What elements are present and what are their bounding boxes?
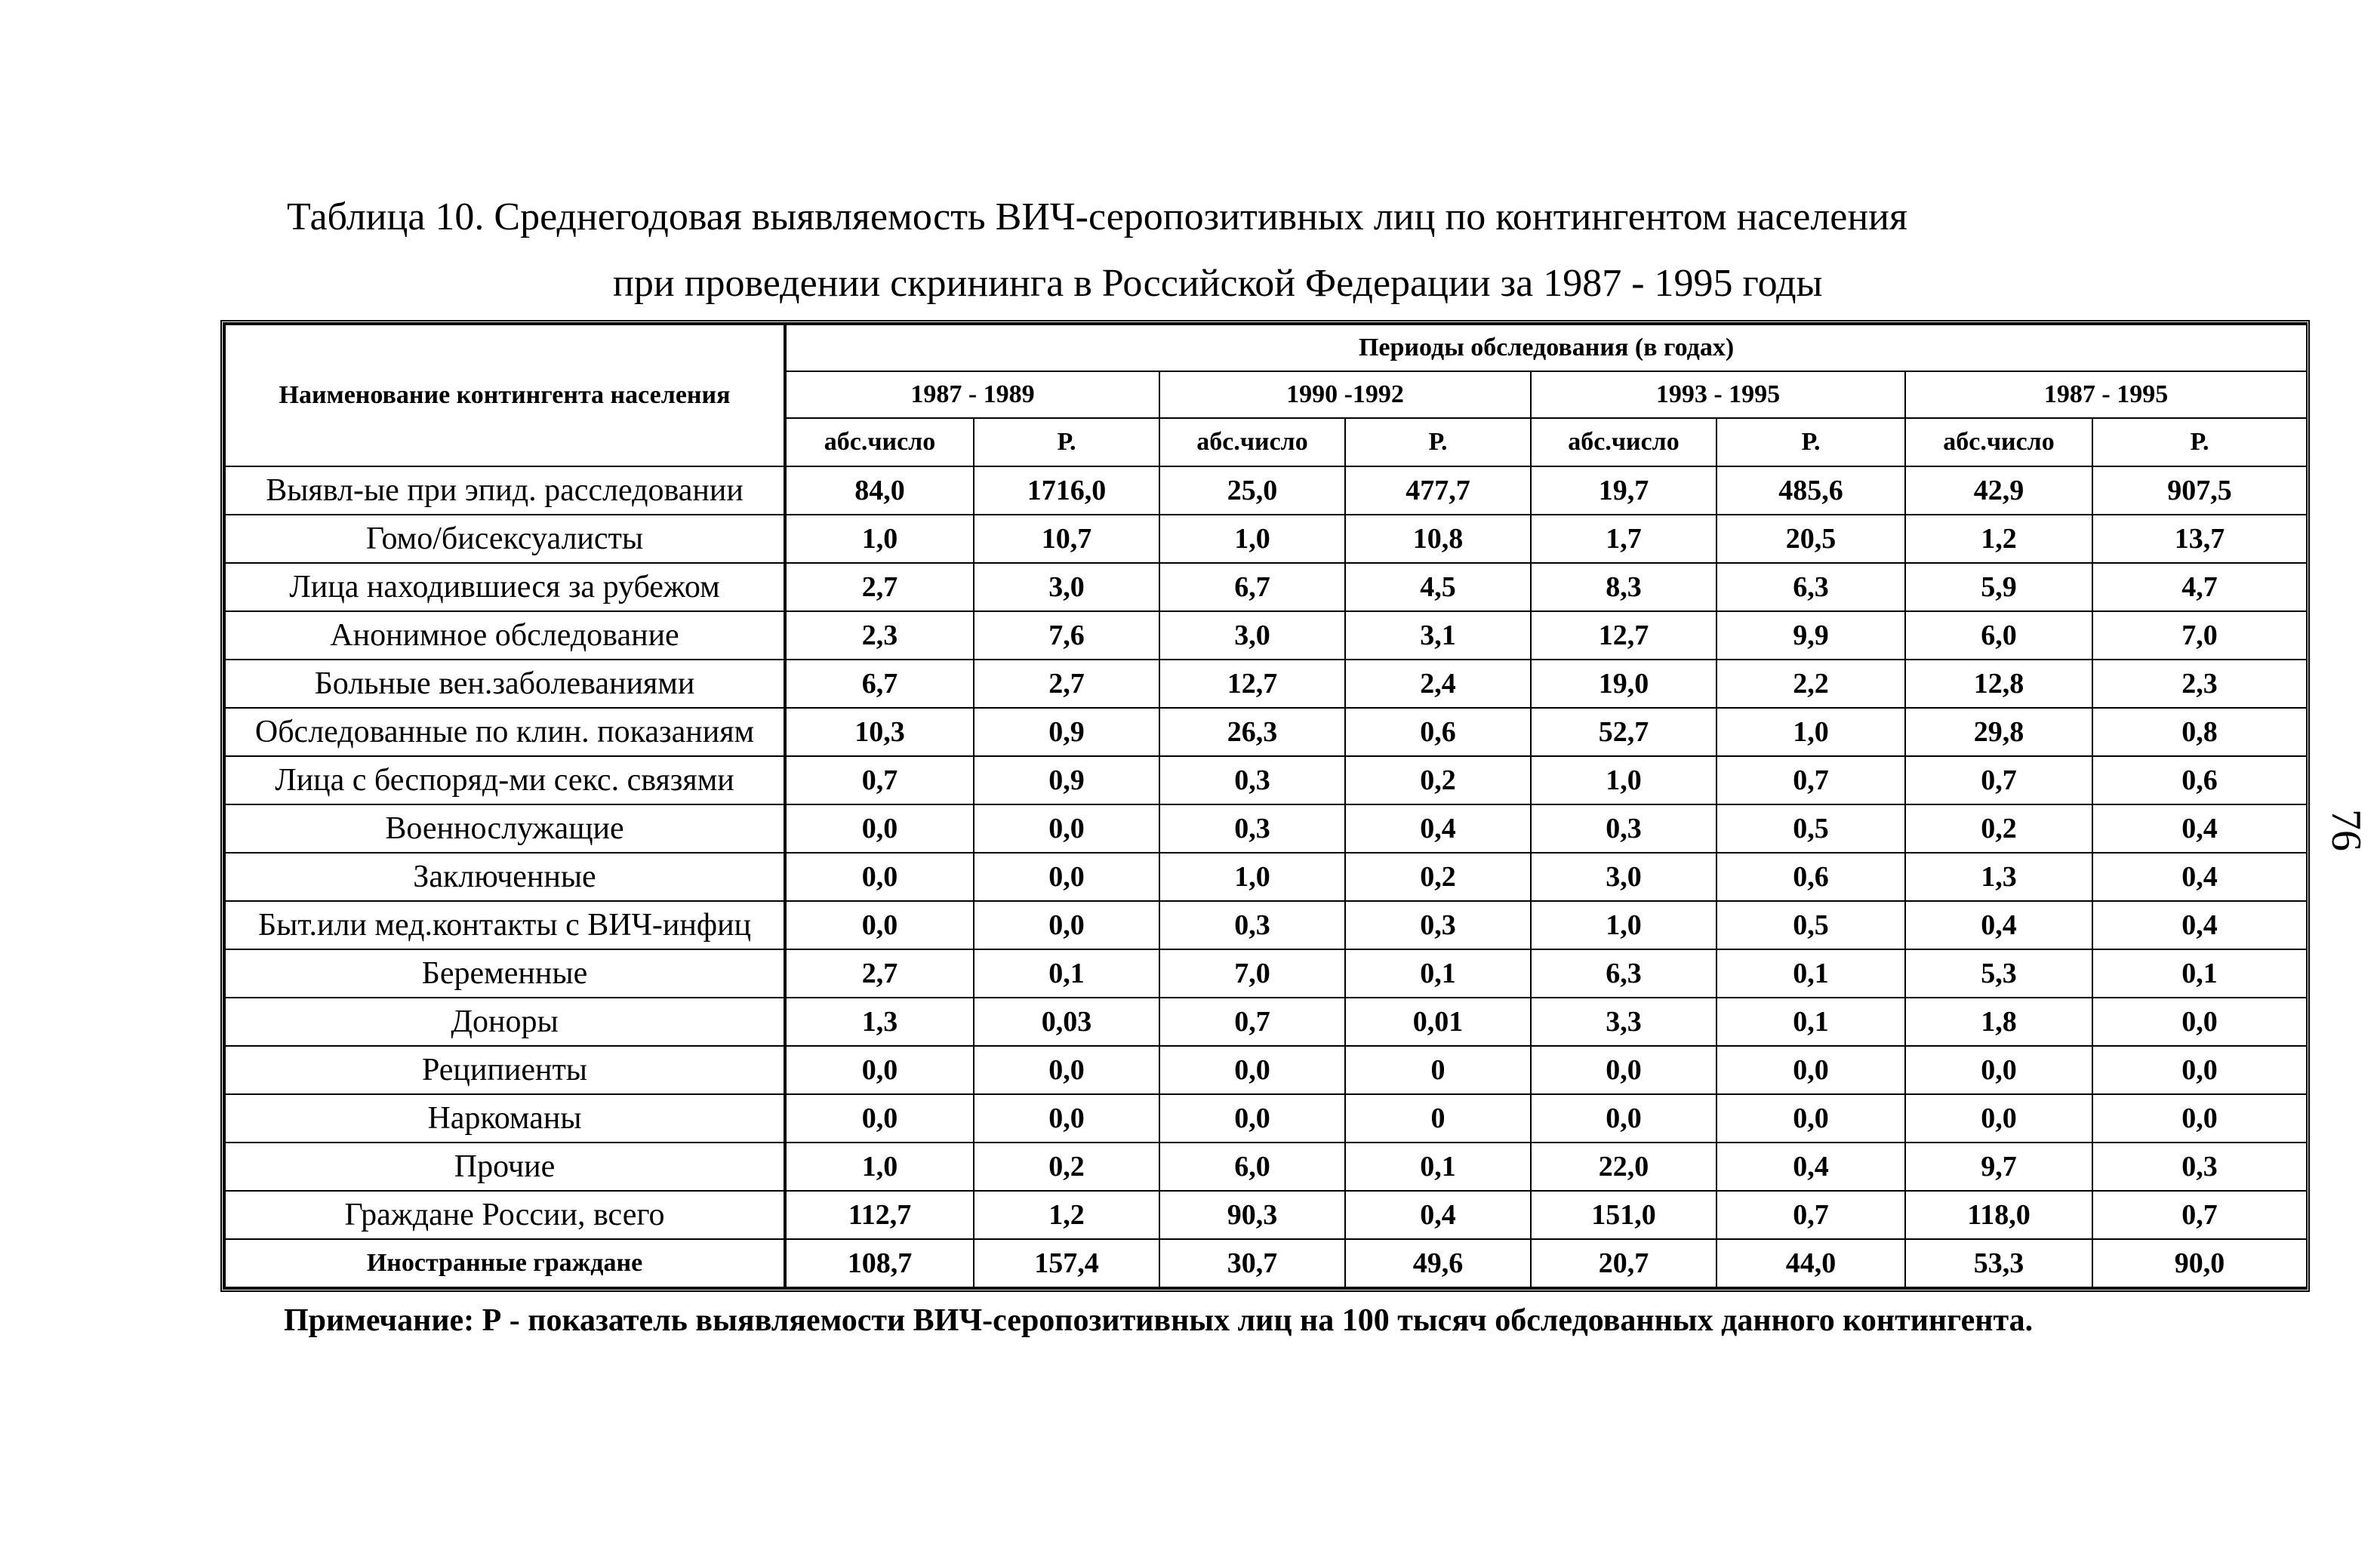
table-cell: 0,5 xyxy=(1716,804,1905,853)
table-cell: 0,1 xyxy=(1345,1143,1531,1191)
table-cell: 10,8 xyxy=(1345,515,1531,563)
table-cell: 29,8 xyxy=(1905,708,2092,756)
table-cell: 7,0 xyxy=(2092,611,2307,660)
table-cell: 1,2 xyxy=(1905,515,2092,563)
table-cell: 25,0 xyxy=(1159,466,1345,515)
table-cell: 485,6 xyxy=(1716,466,1905,515)
table-cell: 0,0 xyxy=(785,804,974,853)
table-cell: 0,1 xyxy=(974,949,1159,998)
table-cell: 0,9 xyxy=(974,756,1159,804)
name-column-header: Наименование контингента населения xyxy=(225,324,785,466)
table-cell: 0,1 xyxy=(2092,949,2307,998)
table-cell: 0,7 xyxy=(2092,1191,2307,1239)
table-row xyxy=(225,1094,2307,1143)
p-subheader: Р. xyxy=(1345,418,1531,466)
table-cell: 3,0 xyxy=(1159,611,1345,660)
table-cell: 0,4 xyxy=(1345,804,1531,853)
p-subheader: Р. xyxy=(974,418,1159,466)
row-label: Иностранные граждане xyxy=(225,1239,785,1287)
table-cell: 3,0 xyxy=(1531,853,1716,901)
table-cell: 0,4 xyxy=(1905,901,2092,949)
table-cell: 3,1 xyxy=(1345,611,1531,660)
table-row xyxy=(225,901,2307,949)
table-cell: 108,7 xyxy=(785,1239,974,1287)
table-row xyxy=(225,804,2307,853)
table-cell: 0,2 xyxy=(1345,853,1531,901)
p-subheader: Р. xyxy=(1716,418,1905,466)
row-label: Быт.или мед.контакты с ВИЧ-инфиц xyxy=(225,901,785,949)
row-label: Лица находившиеся за рубежом xyxy=(225,563,785,611)
table-cell: 53,3 xyxy=(1905,1239,2092,1287)
row-label: Военнослужащие xyxy=(225,804,785,853)
table-cell: 112,7 xyxy=(785,1191,974,1239)
table-cell: 0,2 xyxy=(974,1143,1159,1191)
row-label: Наркоманы xyxy=(225,1094,785,1143)
table-cell: 12,7 xyxy=(1531,611,1716,660)
table-cell: 3,0 xyxy=(974,563,1159,611)
table-cell: 6,3 xyxy=(1716,563,1905,611)
data-table xyxy=(224,324,2308,1288)
table-cell: 0,0 xyxy=(974,853,1159,901)
row-label: Лица с беспоряд-ми секс. связями xyxy=(225,756,785,804)
table-cell: 0,1 xyxy=(1716,998,1905,1046)
table-cell: 0,1 xyxy=(1345,949,1531,998)
abs-subheader: абс.число xyxy=(1159,418,1345,466)
table-cell: 0,0 xyxy=(785,853,974,901)
table-cell: 0,4 xyxy=(2092,853,2307,901)
row-label: Выявл-ые при эпид. расследовании xyxy=(225,466,785,515)
table-body xyxy=(225,466,2307,1287)
data-table-frame xyxy=(220,320,2310,1292)
table-cell: 5,9 xyxy=(1905,563,2092,611)
table-cell: 0,0 xyxy=(1905,1046,2092,1094)
table-cell: 0,0 xyxy=(974,1094,1159,1143)
row-label: Анонимное обследование xyxy=(225,611,785,660)
table-cell: 4,5 xyxy=(1345,563,1531,611)
table-row xyxy=(225,660,2307,708)
table-cell: 0,3 xyxy=(2092,1143,2307,1191)
table-cell: 52,7 xyxy=(1531,708,1716,756)
table-cell: 0,0 xyxy=(1159,1046,1345,1094)
period-header: 1993 - 1995 xyxy=(1531,371,1905,418)
table-cell: 0,6 xyxy=(2092,756,2307,804)
table-cell: 3,3 xyxy=(1531,998,1716,1046)
table-cell: 4,7 xyxy=(2092,563,2307,611)
table-cell: 1,2 xyxy=(974,1191,1159,1239)
table-cell: 90,0 xyxy=(2092,1239,2307,1287)
table-cell: 0,3 xyxy=(1159,804,1345,853)
table-row xyxy=(225,563,2307,611)
table-row xyxy=(225,611,2307,660)
table-cell: 0 xyxy=(1345,1046,1531,1094)
table-row xyxy=(225,515,2307,563)
table-cell: 2,7 xyxy=(785,949,974,998)
row-label: Прочие xyxy=(225,1143,785,1191)
table-row xyxy=(225,1046,2307,1094)
table-cell: 1,0 xyxy=(1531,901,1716,949)
table-cell: 6,0 xyxy=(1905,611,2092,660)
period-header: 1987 - 1995 xyxy=(1905,371,2307,418)
table-cell: 477,7 xyxy=(1345,466,1531,515)
table-cell: 7,0 xyxy=(1159,949,1345,998)
table-cell: 2,4 xyxy=(1345,660,1531,708)
table-cell: 0,7 xyxy=(1905,756,2092,804)
table-cell: 49,6 xyxy=(1345,1239,1531,1287)
table-cell: 0,0 xyxy=(974,901,1159,949)
page-number: 76 xyxy=(2323,809,2369,851)
table-cell: 0,0 xyxy=(1531,1046,1716,1094)
table-cell: 0 xyxy=(1345,1094,1531,1143)
table-cell: 1,3 xyxy=(785,998,974,1046)
table-cell: 907,5 xyxy=(2092,466,2307,515)
table-cell: 1716,0 xyxy=(974,466,1159,515)
table-cell: 6,7 xyxy=(785,660,974,708)
abs-subheader: абс.число xyxy=(785,418,974,466)
table-cell: 0,0 xyxy=(785,1094,974,1143)
table-row xyxy=(225,1191,2307,1239)
table-cell: 0,0 xyxy=(1716,1046,1905,1094)
table-cell: 84,0 xyxy=(785,466,974,515)
table-row xyxy=(225,1239,2307,1287)
table-cell: 1,3 xyxy=(1905,853,2092,901)
table-cell: 13,7 xyxy=(2092,515,2307,563)
table-cell: 0,0 xyxy=(1531,1094,1716,1143)
table-cell: 0,01 xyxy=(1345,998,1531,1046)
table-row xyxy=(225,949,2307,998)
row-label: Заключенные xyxy=(225,853,785,901)
table-cell: 0,7 xyxy=(1159,998,1345,1046)
table-cell: 1,7 xyxy=(1531,515,1716,563)
table-cell: 0,0 xyxy=(785,901,974,949)
table-cell: 0,9 xyxy=(974,708,1159,756)
table-cell: 0,0 xyxy=(974,1046,1159,1094)
table-cell: 6,0 xyxy=(1159,1143,1345,1191)
table-cell: 1,8 xyxy=(1905,998,2092,1046)
table-cell: 2,3 xyxy=(2092,660,2307,708)
table-cell: 90,3 xyxy=(1159,1191,1345,1239)
table-cell: 6,7 xyxy=(1159,563,1345,611)
table-cell: 0,5 xyxy=(1716,901,1905,949)
table-cell: 2,3 xyxy=(785,611,974,660)
table-cell: 22,0 xyxy=(1531,1143,1716,1191)
table-cell: 0,3 xyxy=(1531,804,1716,853)
table-cell: 2,2 xyxy=(1716,660,1905,708)
table-cell: 0,0 xyxy=(1716,1094,1905,1143)
periods-header: Периоды обследования (в годах) xyxy=(785,324,2307,371)
table-cell: 0,4 xyxy=(2092,804,2307,853)
table-cell: 1,0 xyxy=(1159,515,1345,563)
table-cell: 2,7 xyxy=(974,660,1159,708)
table-row xyxy=(225,853,2307,901)
table-cell: 0,2 xyxy=(1905,804,2092,853)
table-cell: 0,4 xyxy=(1345,1191,1531,1239)
table-row xyxy=(225,466,2307,515)
period-header: 1990 -1992 xyxy=(1159,371,1531,418)
table-cell: 1,0 xyxy=(785,515,974,563)
table-cell: 42,9 xyxy=(1905,466,2092,515)
table-cell: 0,0 xyxy=(974,804,1159,853)
table-cell: 5,3 xyxy=(1905,949,2092,998)
table-cell: 0,8 xyxy=(2092,708,2307,756)
table-cell: 0,2 xyxy=(1345,756,1531,804)
table-cell: 8,3 xyxy=(1531,563,1716,611)
table-cell: 30,7 xyxy=(1159,1239,1345,1287)
table-cell: 1,0 xyxy=(1716,708,1905,756)
table-cell: 0,0 xyxy=(1159,1094,1345,1143)
row-label: Гомо/бисексуалисты xyxy=(225,515,785,563)
table-title-line-1: Таблица 10. Среднегодовая выявляемость ВИЧ-серопозитивных лиц по контингентом населения xyxy=(287,195,1907,238)
table-cell: 6,3 xyxy=(1531,949,1716,998)
table-cell: 1,0 xyxy=(785,1143,974,1191)
table-cell: 12,8 xyxy=(1905,660,2092,708)
abs-subheader: абс.число xyxy=(1531,418,1716,466)
table-cell: 20,5 xyxy=(1716,515,1905,563)
table-cell: 0,0 xyxy=(785,1046,974,1094)
table-row xyxy=(225,1143,2307,1191)
abs-subheader: абс.число xyxy=(1905,418,2092,466)
table-cell: 0,0 xyxy=(2092,998,2307,1046)
table-cell: 26,3 xyxy=(1159,708,1345,756)
row-label: Обследованные по клин. показаниям xyxy=(225,708,785,756)
table-cell: 0,7 xyxy=(1716,1191,1905,1239)
table-cell: 0,3 xyxy=(1159,756,1345,804)
table-cell: 0,4 xyxy=(1716,1143,1905,1191)
table-cell: 20,7 xyxy=(1531,1239,1716,1287)
table-row xyxy=(225,708,2307,756)
table-cell: 0,7 xyxy=(1716,756,1905,804)
row-label: Граждане России, всего xyxy=(225,1191,785,1239)
table-cell: 0,0 xyxy=(2092,1094,2307,1143)
table-cell: 151,0 xyxy=(1531,1191,1716,1239)
table-cell: 1,0 xyxy=(1159,853,1345,901)
table-cell: 1,0 xyxy=(1531,756,1716,804)
table-cell: 0,6 xyxy=(1716,853,1905,901)
table-note: Примечание: Р - показатель выявляемости ВИЧ-серопозитивных лиц на 100 тысяч обследованных данного контингента. xyxy=(284,1303,2034,1338)
table-cell: 0,7 xyxy=(785,756,974,804)
table-cell: 0,4 xyxy=(2092,901,2307,949)
table-cell: 0,3 xyxy=(1159,901,1345,949)
row-label: Беременные xyxy=(225,949,785,998)
table-row xyxy=(225,998,2307,1046)
row-label: Реципиенты xyxy=(225,1046,785,1094)
table-cell: 0,03 xyxy=(974,998,1159,1046)
row-label: Доноры xyxy=(225,998,785,1046)
table-cell: 9,7 xyxy=(1905,1143,2092,1191)
table-cell: 0,3 xyxy=(1345,901,1531,949)
table-cell: 19,0 xyxy=(1531,660,1716,708)
table-cell: 0,0 xyxy=(1905,1094,2092,1143)
p-subheader: Р. xyxy=(2092,418,2307,466)
table-cell: 9,9 xyxy=(1716,611,1905,660)
table-cell: 0,6 xyxy=(1345,708,1531,756)
table-cell: 12,7 xyxy=(1159,660,1345,708)
table-cell: 0,0 xyxy=(2092,1046,2307,1094)
row-label: Больные вен.заболеваниями xyxy=(225,660,785,708)
table-cell: 157,4 xyxy=(974,1239,1159,1287)
table-row xyxy=(225,756,2307,804)
table-cell: 10,3 xyxy=(785,708,974,756)
table-cell: 118,0 xyxy=(1905,1191,2092,1239)
period-header: 1987 - 1989 xyxy=(785,371,1159,418)
table-cell: 2,7 xyxy=(785,563,974,611)
table-cell: 44,0 xyxy=(1716,1239,1905,1287)
table-cell: 19,7 xyxy=(1531,466,1716,515)
table-cell: 0,1 xyxy=(1716,949,1905,998)
table-cell: 10,7 xyxy=(974,515,1159,563)
table-cell: 7,6 xyxy=(974,611,1159,660)
table-title-line-2: при проведении скрининга в Российской Федерации за 1987 - 1995 годы xyxy=(613,262,1823,305)
